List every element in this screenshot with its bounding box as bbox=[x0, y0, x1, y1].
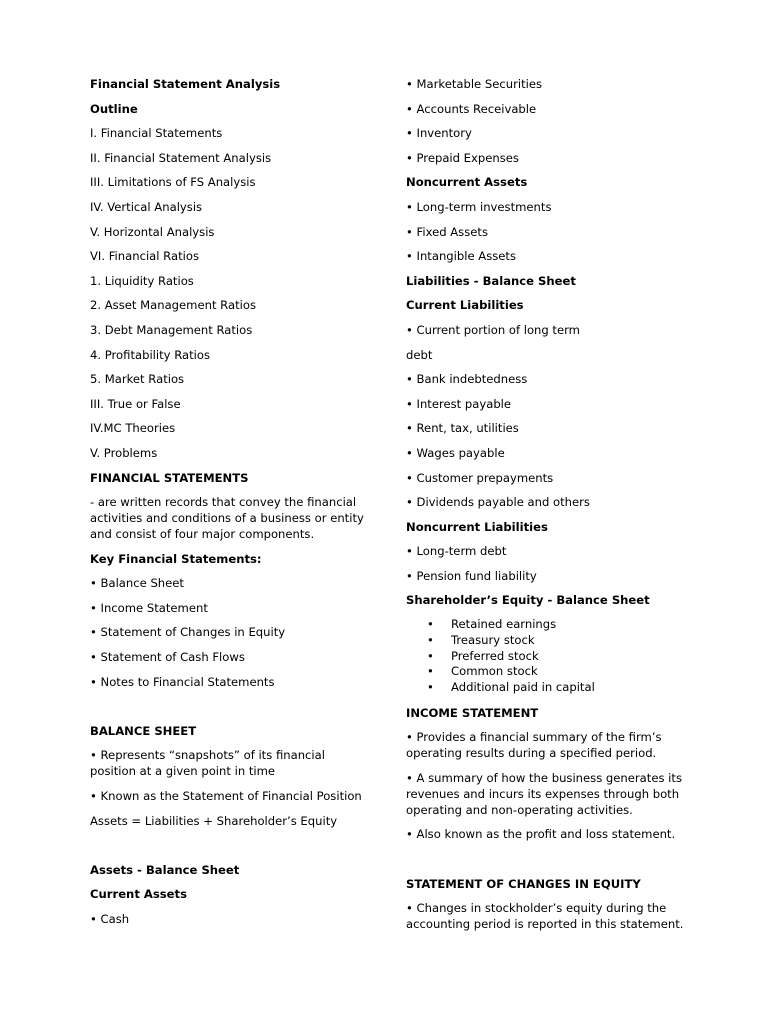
noncurrent-asset-item: • Intangible Assets bbox=[406, 249, 516, 264]
document-title: Financial Statement Analysis bbox=[90, 77, 281, 91]
noncurrent-liability-item: • Long-term debt bbox=[406, 544, 507, 559]
outline-list bbox=[90, 125, 370, 461]
key-statement-item: • Balance Sheet bbox=[90, 576, 184, 591]
spacer bbox=[90, 698, 370, 723]
changes-in-equity-point: • Changes in stockholder’s equity during the accounting period is reported in this statement. bbox=[406, 901, 684, 932]
equity-item: • Preferred stock bbox=[451, 649, 686, 665]
outline-heading: Outline bbox=[90, 101, 138, 116]
current-liability-item: • Customer prepayments bbox=[406, 470, 554, 485]
noncurrent-liability-item: • Pension fund liability bbox=[406, 568, 537, 583]
income-statement-heading: INCOME STATEMENT bbox=[406, 705, 539, 720]
current-asset-item: • Inventory bbox=[406, 126, 472, 141]
equity-list bbox=[406, 617, 686, 696]
key-statement-item: • Income Statement bbox=[90, 600, 208, 615]
outline-item: III. True or False bbox=[90, 396, 181, 411]
key-statements-heading: Key Financial Statements: bbox=[90, 551, 262, 566]
financial-statements-definition: - are written records that convey the financial activities and conditions of a business or entity and consist of four major components. bbox=[90, 495, 364, 542]
balance-sheet-point: • Represents “snapshots” of its financial position at a given point in time bbox=[90, 748, 325, 779]
outline-item: 2. Asset Management Ratios bbox=[90, 298, 256, 313]
income-statement-point: • A summary of how the business generates its revenues and incurs its expenses through both operating and non-operating activities. bbox=[406, 770, 682, 817]
assets-heading: Assets - Balance Sheet bbox=[90, 862, 240, 877]
outline-item: 5. Market Ratios bbox=[90, 372, 185, 387]
equity-item: • Retained earnings bbox=[451, 617, 686, 633]
noncurrent-assets-heading: Noncurrent Assets bbox=[406, 175, 528, 190]
key-statement-item: • Notes to Financial Statements bbox=[90, 674, 275, 689]
current-liability-item: • Wages payable bbox=[406, 445, 505, 460]
outline-item: 4. Profitability Ratios bbox=[90, 347, 211, 362]
key-statement-item: • Statement of Cash Flows bbox=[90, 650, 245, 665]
current-asset-item: • Prepaid Expenses bbox=[406, 150, 519, 165]
current-asset-item: • Marketable Securities bbox=[406, 77, 543, 91]
outline-item: I. Financial Statements bbox=[90, 126, 223, 141]
liabilities-heading: Liabilities - Balance Sheet bbox=[406, 273, 576, 288]
right-column bbox=[406, 76, 686, 941]
key-statement-item: • Statement of Changes in Equity bbox=[90, 625, 286, 640]
current-liabilities-heading: Current Liabilities bbox=[406, 298, 524, 313]
key-statements-list bbox=[90, 575, 370, 689]
outline-item: VI. Financial Ratios bbox=[90, 249, 199, 264]
shareholders-equity-heading: Shareholder’s Equity - Balance Sheet bbox=[406, 593, 650, 608]
outline-item: V. Problems bbox=[90, 445, 158, 460]
equity-item: • Treasury stock bbox=[451, 633, 686, 649]
noncurrent-asset-item: • Fixed Assets bbox=[406, 224, 488, 239]
accounting-equation: Assets = Liabilities + Shareholder’s Equity bbox=[90, 813, 338, 828]
changes-in-equity-heading: STATEMENT OF CHANGES IN EQUITY bbox=[406, 876, 641, 891]
current-liability-item: debt bbox=[406, 347, 433, 362]
spacer bbox=[406, 851, 686, 876]
current-liability-item: • Current portion of long term bbox=[406, 322, 580, 337]
current-liability-item: • Bank indebtedness bbox=[406, 372, 528, 387]
left-column bbox=[90, 76, 370, 936]
outline-item: III. Limitations of FS Analysis bbox=[90, 175, 256, 190]
equity-item: • Common stock bbox=[451, 664, 686, 680]
outline-item: 1. Liquidity Ratios bbox=[90, 273, 194, 288]
current-asset-item: • Accounts Receivable bbox=[406, 101, 537, 116]
financial-statements-heading: FINANCIAL STATEMENTS bbox=[90, 470, 249, 485]
current-asset-item: • Cash bbox=[90, 912, 130, 926]
noncurrent-asset-item: • Long-term investments bbox=[406, 199, 552, 214]
current-assets-heading: Current Assets bbox=[90, 887, 187, 902]
income-statement-point: • Also known as the profit and loss statement. bbox=[406, 827, 676, 842]
outline-item: II. Financial Statement Analysis bbox=[90, 150, 272, 165]
noncurrent-liabilities-heading: Noncurrent Liabilities bbox=[406, 519, 548, 534]
spacer bbox=[90, 837, 370, 862]
current-liability-item: • Interest payable bbox=[406, 396, 512, 411]
current-liability-item: • Dividends payable and others bbox=[406, 495, 590, 510]
outline-item: IV. Vertical Analysis bbox=[90, 199, 203, 214]
income-statement-point: • Provides a financial summary of the firm’s operating results during a specified period. bbox=[406, 730, 662, 761]
current-liability-item: • Rent, tax, utilities bbox=[406, 421, 519, 436]
balance-sheet-point: • Known as the Statement of Financial Position bbox=[90, 789, 362, 804]
outline-item: 3. Debt Management Ratios bbox=[90, 322, 253, 337]
outline-item: V. Horizontal Analysis bbox=[90, 224, 215, 239]
outline-item: IV.MC Theories bbox=[90, 421, 176, 436]
equity-item: • Additional paid in capital bbox=[451, 680, 686, 696]
balance-sheet-heading: BALANCE SHEET bbox=[90, 723, 197, 738]
